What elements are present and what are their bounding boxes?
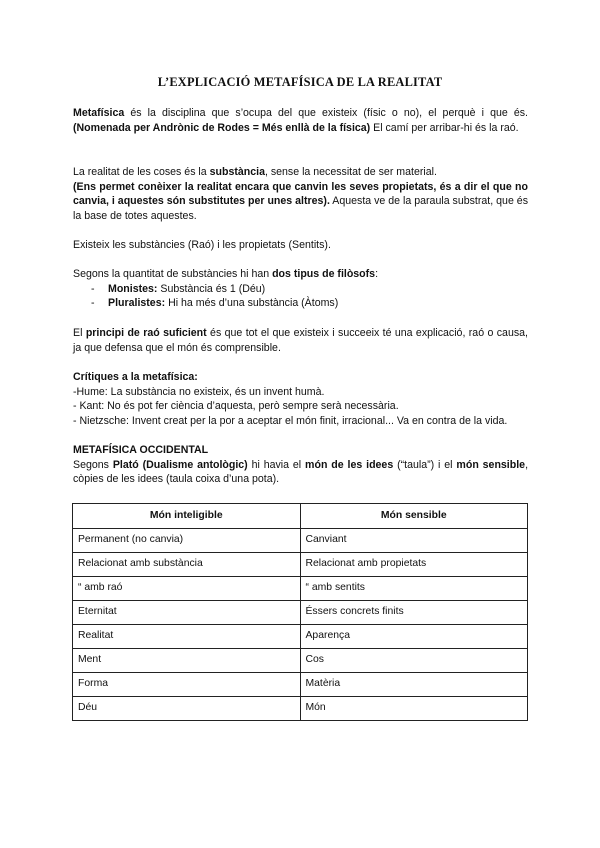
table-row (73, 553, 528, 577)
table-cell: Déu (73, 697, 301, 721)
table-row (73, 529, 528, 553)
table-cell: Cos (300, 649, 528, 673)
table-cell: Matèria (300, 673, 528, 697)
table-cell: Relacionat amb substància (73, 553, 301, 577)
critique-line: -Hume: La substància no existeix, és un invent humà. (73, 385, 325, 398)
table-cell: Canviant (300, 529, 528, 553)
paragraph-substancia: La realitat de les coses és la substància, sense la necessitat de ser material. (Ens permet conèixer la realitat encara que canvin les seves propietats, és a dir el que no canvia, i aquestes són substitutes per unes altres). Aquesta ve de la paraula substrat, que és la base de totes aquestes. (73, 166, 528, 222)
table-cell: Realitat (73, 625, 301, 649)
paragraph-filosofs: Segons la quantitat de substàncies hi han dos tipus de filòsofs: - Monistes: Substància és 1 (Déu) - Pluralistes: Hi ha més d’una substància (Àtoms) (73, 267, 528, 311)
critiques-heading: Crítiques a la metafísica: (73, 371, 198, 383)
occidental-paragraph: Segons Plató (Dualisme antològic) hi havia el món de les idees (“taula”) i el món sensible, còpies de les idees (taula coixa d’una pota). (73, 458, 529, 485)
list-item: - Monistes: Substància és 1 (Déu) (73, 282, 528, 297)
table-cell: Permanent (no canvia) (73, 529, 301, 553)
table-row (73, 649, 528, 673)
occidental-section (73, 443, 528, 487)
paragraph-existeix: Existeix les substàncies (Raó) i les propietats (Sentits). (73, 239, 331, 251)
table-header-row (73, 504, 528, 529)
table-cell: Ment (73, 649, 301, 673)
table-row (73, 697, 528, 721)
page-title: L’EXPLICACIÓ METAFÍSICA DE LA REALITAT (157, 75, 443, 89)
table-row (73, 625, 528, 649)
table-cell: Aparença (300, 625, 528, 649)
table-cell: “ amb sentits (300, 577, 528, 601)
table-row (73, 673, 528, 697)
table-header-cell: Món inteligible (73, 504, 301, 529)
table-cell: Forma (73, 673, 301, 697)
table-header-cell: Món sensible (300, 504, 528, 529)
table-cell: Éssers concrets finits (300, 601, 528, 625)
table-cell: Món (300, 697, 528, 721)
comparison-table (72, 503, 528, 721)
table-cell: Relacionat amb propietats (300, 553, 528, 577)
table-row (73, 577, 528, 601)
table-cell: Eternitat (73, 601, 301, 625)
term-metafisica: Metafísica (73, 107, 125, 119)
philosopher-types-list (73, 282, 528, 311)
paragraph-rao-suficient: El principi de raó suficient és que tot el que existeix i succeeix té una explicació, raó o causa, ja que defensa que el món és comprensible. (73, 327, 528, 354)
list-item: - Pluralistes: Hi ha més d’una substància (Àtoms) (73, 296, 528, 311)
occidental-heading: METAFÍSICA OCCIDENTAL (73, 444, 209, 456)
critique-line: - Nietzsche: Invent creat per la por a aceptar el món finit, irracional... Va en contra de la vida. (73, 414, 508, 427)
table-cell: “ amb raó (73, 577, 301, 601)
critiques-section (73, 370, 528, 428)
critique-line: - Kant: No és pot fer ciència d’aquesta, però sempre serà necessària. (73, 400, 399, 412)
table-row (73, 601, 528, 625)
paragraph-metafisica: Metafísica és la disciplina que s’ocupa del que existeix (físic o no), el perquè i que és. (Nomenada per Andrònic de Rodes = Més enllà de la física) El camí per arribar-hi és la raó. (73, 107, 528, 134)
